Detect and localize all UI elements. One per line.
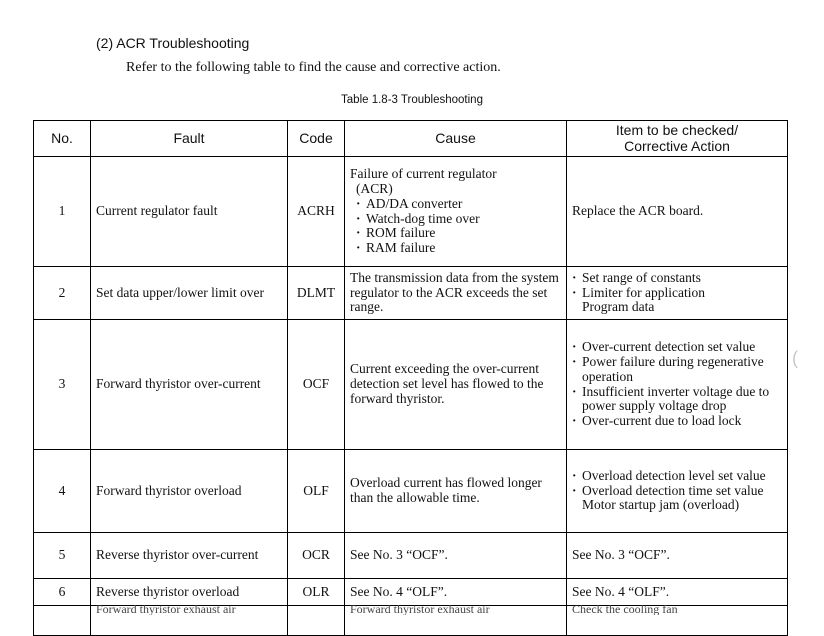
header-cause: Cause	[345, 121, 567, 157]
list-item: · Over-current due to load lock	[572, 414, 782, 429]
cell-cause	[345, 603, 567, 636]
list-item: · AD/DA converter	[356, 197, 561, 212]
cause-intro-cont: (ACR)	[356, 180, 393, 196]
list-item: · Over-current detection set value	[572, 340, 782, 355]
cell-fault: Forward thyristor over-current	[91, 320, 288, 450]
cell-no: 2	[34, 267, 91, 320]
cell-fault: Forward thyristor overload	[91, 450, 288, 533]
table-row	[34, 533, 788, 579]
cell-fault: Set data upper/lower limit over	[91, 267, 288, 320]
cell-no: 4	[34, 450, 91, 533]
cell-action: See No. 4 “OLF”.	[567, 579, 788, 606]
troubleshooting-table	[33, 120, 788, 636]
action-list	[572, 271, 782, 301]
table-row	[34, 450, 788, 533]
cell-code: OCR	[288, 533, 345, 579]
list-item: · RAM failure	[356, 241, 561, 256]
header-action-line2: Corrective Action	[624, 137, 730, 154]
header-code: Code	[288, 121, 345, 157]
cell-action	[567, 450, 788, 533]
cell-no: 5	[34, 533, 91, 579]
cell-code: OLR	[288, 579, 345, 606]
cell-action-partial: Check the cooling fan	[572, 603, 678, 615]
section-intro: Refer to the following table to find the cause and corrective action.	[126, 60, 501, 75]
cell-action: Replace the ACR board.	[567, 157, 788, 267]
table-row	[34, 320, 788, 450]
cause-intro: Failure of current regulator	[350, 165, 497, 181]
table-header-row	[34, 121, 788, 157]
table-row	[34, 267, 788, 320]
cell-code	[288, 606, 345, 636]
action-tail: Motor startup jam (overload)	[582, 497, 740, 513]
table-caption: Table 1.8-3 Troubleshooting	[341, 94, 483, 106]
list-item: · Overload detection time set value	[572, 484, 782, 499]
cell-cause-partial: Forward thyristor exhaust air	[350, 603, 490, 615]
cell-fault: Current regulator fault	[91, 157, 288, 267]
cell-cause: Overload current has flowed longer than the allowable time.	[345, 450, 567, 533]
table-row	[34, 157, 788, 267]
cell-cause: The transmission data from the system regulator to the ACR exceeds the set range.	[345, 267, 567, 320]
cell-action	[567, 320, 788, 450]
margin-mark: (	[792, 348, 798, 368]
cell-cause: See No. 3 “OCF”.	[345, 533, 567, 579]
cell-action	[567, 267, 788, 320]
list-item: · ROM failure	[356, 226, 561, 241]
cell-no: 1	[34, 157, 91, 267]
section-title: (2) ACR Troubleshooting	[96, 35, 250, 51]
cell-fault: Reverse thyristor overload	[91, 579, 288, 606]
cell-no	[34, 606, 91, 636]
cell-action: See No. 3 “OCF”.	[567, 533, 788, 579]
cell-fault: Reverse thyristor over-current	[91, 533, 288, 579]
header-fault: Fault	[91, 121, 288, 157]
table-row	[34, 579, 788, 606]
cell-no: 6	[34, 579, 91, 606]
list-item: · Set range of constants	[572, 271, 782, 286]
cell-code: ACRH	[288, 157, 345, 267]
cell-fault-partial: Forward thyristor exhaust air	[96, 603, 236, 615]
list-item: · Overload detection level set value	[572, 469, 782, 484]
cell-no: 3	[34, 320, 91, 450]
header-action-line1: Item to be checked/	[615, 122, 739, 139]
list-item: · Limiter for application	[572, 286, 782, 301]
cell-code: OCF	[288, 320, 345, 450]
cell-code: DLMT	[288, 267, 345, 320]
cell-cause: Current exceeding the over-current detection set level has flowed to the forward thyristor.	[345, 320, 567, 450]
header-no: No.	[34, 121, 91, 157]
table-row	[34, 606, 788, 636]
header-action	[567, 121, 788, 157]
list-item: · Power failure during regenerative operation	[572, 355, 782, 385]
cell-code: OLF	[288, 450, 345, 533]
cell-action	[567, 603, 788, 636]
cell-fault	[91, 603, 288, 636]
cause-list	[350, 197, 561, 256]
cell-cause: See No. 4 “OLF”.	[345, 579, 567, 606]
list-item: · Watch-dog time over	[356, 212, 561, 227]
list-item: · Insufficient inverter voltage due to power supply voltage drop	[572, 385, 782, 415]
action-list	[572, 469, 782, 499]
cell-cause	[345, 157, 567, 267]
action-tail: Program data	[582, 299, 655, 315]
action-list	[572, 340, 782, 429]
